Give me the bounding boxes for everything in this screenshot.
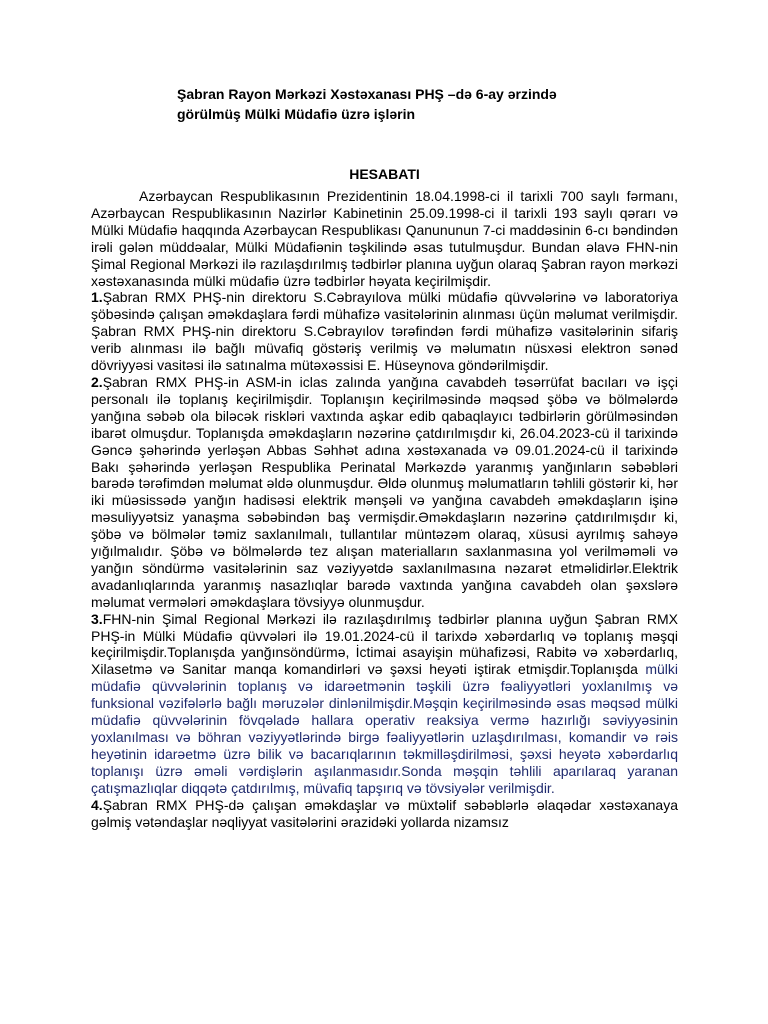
title-line-2: görülmüş Mülki Müdafiə üzrə işlərin — [177, 106, 416, 122]
title-line-1: Şabran Rayon Mərkəzi Xəstəxanası PHŞ –də 6-ay ərzində — [177, 86, 557, 102]
item-text: FHN-nin Şimal Regional Mərkəzi ilə razılaşdırılmış tədbirlər planına uyğun Şabran RMX PHŞ-in Mülki Müdafiə qüvvələri ilə 19.01.2024-cü il tarixdə xəbərdarlıq və toplanış məşqi keçirilmişdir.Toplanışda yanğınsöndürmə, İctimai asayişin mühafizəsi, Rabitə və xəbərdarlıq, Xilasetmə və Sanitar manqa komandirləri və şəxsi heyəti iştirak etmişdir.Toplanışda — [91, 610, 678, 678]
item-text-highlight: mülki müdafiə qüvvələrinin toplanış və idarəetmənin təşkili üzrə fəaliyyətləri yoxlanılmış və funksional vəzifələrlə bağlı məruzələr dinlənilmişdir.Məşqin keçirilməsində əsas məqsəd mülki müdafiə qüvvələrinin fövqəladə hallara operativ reaksiya vermə hazırlığı səviyyəsinin yoxlanılması və böhran vəziyyətlərində birgə fəaliyyətlərin uzlaşdırılması, komandir və rəis heyətinin idarəetmə üzrə bilik və bacarıqlarının təkmilləşdirilməsi, şəxsi heyətə xəbərdarlıq toplanışı üzrə əməli vərdişlərin aşılanmasıdır.Sonda məşqin təhlili aparılaraq yaranan çatışmazlıqlar diqqətə çatdırılmış, müvafiq tapşırıq və tövsiyələr verilmişdir. — [91, 661, 678, 796]
report-heading: HESABATI — [349, 166, 420, 182]
item-number: 4. — [91, 796, 103, 813]
item-paragraph-1 — [91, 289, 678, 374]
item-text: Şabran RMX PHŞ-in ASM-in iclas zalında yanğına cavabdeh təsərrüfat bacıları və işçi personalı ilə toplanış keçirilmişdir. Toplanışın keçirilməsində məqsəd şöbə və bölmələrdə yanğına səbəb ola biləcək riskləri vaxtında aşkar edib qabaqlayıcı tədbirlərin görülməsindən ibarət olmuşdur. Toplanışda əməkdaşların nəzərinə çatdırılmışdır ki, 26.04.2023-cü il tarixində Gəncə şəhərində yerləşən Abbas Səhhət adına xəstəxanada və 09.01.2024-cü il tarixində Bakı şəhərində yerləşən Respublika Perinatal Mərkəzdə yaranmış yanğınların səbəbləri barədə tərəfimdən məlumat əldə olunmuşdur. Əldə olunmuş məlumatların təhlili göstərir ki, hər iki müəsissədə yanğın hadisəsi elektrik mənşəli və yanğına cavabdeh əməkdaşların işinə məsuliyyətsiz yanaşma səbəbindən baş vermişdir.Əməkdaşların nəzərinə çatdırılmışdır ki, şöbə və bölmələr təmiz saxlanılmalı, tullantılar müntəzəm olaraq, xüsusi ayrılmış sahəyə yığılmalıdır. Şöbə və bölmələrdə tez alışan materialların saxlanmasına yol verilməməli və yanğın söndürmə vasitələrinin saz vəziyyətdə saxlanılmasına nəzarət etməlidirlər.Elektrik avadanlıqlarında yaranmış nasazlıqlar barədə vaxtında yanğına cavabdeh olan şəxslərə məlumat vermələri əməkdaşlara tövsiyyə olunmuşdur. — [91, 373, 678, 610]
item-number: 3. — [91, 610, 103, 627]
item-number: 1. — [91, 289, 103, 306]
document-title — [177, 84, 678, 124]
intro-paragraph: Azərbaycan Respublikasının Prezidentinin 18.04.1998-ci il tarixli 700 saylı fərmanı, Azərbaycan Respublikasının Nazirlər Kabinetinin 25.09.1998-ci il tarixli 193 saylı qərarı və Mülki Müdafiə haqqında Azərbaycan Respublikası Qanununun 7-ci maddəsinin 6-cı bəndindən irəli gələn müddəalar, Mülki Müdafiənin təşkilində əsas tutulmuşdur. Bundan əlavə FHN-nin Şimal Regional Mərkəzi ilə razılaşdırılmış tədbirlər planına uyğun olaraq Şabran rayon mərkəzi xəstəxanasında mülki müdafiə üzrə tədbirlər həyata keçirilmişdir. — [91, 188, 678, 289]
item-text: Şabran RMX PHŞ-də çalışan əməkdaşlar və müxtəlif səbəblərlə əlaqədar xəstəxanaya gəlmiş vətəndaşlar nəqliyyat vasitələrini ərazidəki yollarda nizamsız — [91, 796, 678, 830]
item-number: 2. — [91, 373, 103, 390]
document-body — [91, 188, 678, 830]
item-paragraph-3 — [91, 611, 678, 797]
item-text: Şabran RMX PHŞ-nin direktoru S.Cəbrayılova mülki müdafiə qüvvələrinə və laboratoriya şöbəsində çalışan əməkdaşlara fərdi mühafizə vasitələrinin alınması üçün məlumat verilmişdir. Şabran RMX PHŞ-nin direktoru S.Cəbrayılov tərəfindən fərdi mühafizə vasitələrinin sifariş verib alınması ilə bağlı müvafiq göstəriş verilmiş və məlumatın nüsxəsi elektron sənəd dövriyyəsi vasitəsi ilə satınalma mütəxəssisi E. Hüseynova göndərilmişdir. — [91, 289, 678, 374]
item-paragraph-2 — [91, 374, 678, 611]
item-paragraph-4 — [91, 797, 678, 831]
